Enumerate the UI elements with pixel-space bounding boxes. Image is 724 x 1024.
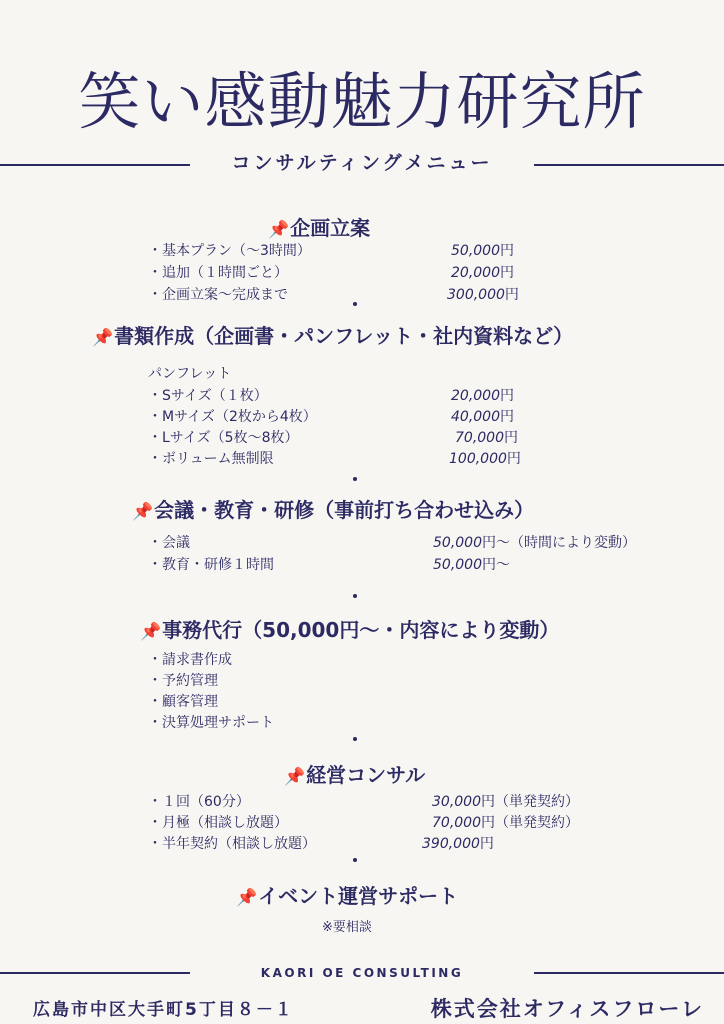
price: 50,000円	[451, 243, 514, 259]
price: 50,000円～（時間により変動）	[433, 535, 636, 551]
list-item: ・ボリューム無制限	[148, 451, 274, 467]
pushpin-icon: 📌	[284, 767, 306, 787]
footer-divider-right	[534, 972, 724, 974]
menu-subtitle: コンサルティングメニュー	[231, 152, 493, 174]
price: 20,000円	[451, 265, 514, 281]
footer-divider-left	[0, 972, 190, 974]
price: 100,000円	[449, 451, 521, 467]
section-heading-office-work: 📌事務代行（50,000円～・内容により変動）	[140, 618, 560, 642]
price: 70,000円（単発契約）	[432, 815, 579, 831]
list-item: ・企画立案～完成まで	[148, 287, 288, 303]
company-name: 株式会社オフィスフローレ	[430, 997, 704, 1021]
separator-dot	[353, 737, 357, 741]
list-item: ・会議	[148, 535, 190, 551]
section-heading-planning: 📌企画立案	[268, 216, 371, 240]
list-item: ・半年契約（相談し放題）	[148, 836, 316, 852]
pushpin-icon: 📌	[236, 888, 258, 908]
pushpin-icon: 📌	[268, 220, 290, 240]
page-title: 笑い感動魅力研究所	[78, 65, 646, 138]
list-item: ・月極（相談し放題）	[148, 815, 288, 831]
address: 広島市中区大手町5丁目８－１	[33, 1000, 294, 1020]
section-heading-documents: 📌書類作成（企画書・パンフレット・社内資料など）	[92, 324, 574, 348]
list-item: ・Lサイズ（5枚～8枚）	[148, 430, 299, 446]
list-item: ・教育・研修１時間	[148, 557, 274, 573]
pushpin-icon: 📌	[140, 622, 162, 642]
pushpin-icon: 📌	[132, 502, 154, 522]
list-item: ・Mサイズ（2枚から4枚）	[148, 409, 317, 425]
separator-dot	[353, 594, 357, 598]
brand-name: KAORI OE CONSULTING	[260, 966, 464, 980]
price: 40,000円	[451, 409, 514, 425]
pushpin-icon: 📌	[92, 328, 114, 348]
list-item: ・Sサイズ（１枚）	[148, 388, 268, 404]
group-label: パンフレット	[148, 366, 232, 382]
list-item: ・顧客管理	[148, 694, 218, 710]
price: 20,000円	[451, 388, 514, 404]
price: 300,000円	[447, 287, 519, 303]
list-item: ・決算処理サポート	[148, 715, 274, 731]
list-item: ・予約管理	[148, 673, 218, 689]
section-heading-events: 📌イベント運営サポート	[236, 884, 459, 908]
price: 50,000円～	[433, 557, 510, 573]
section-heading-meetings: 📌会議・教育・研修（事前打ち合わせ込み）	[132, 498, 535, 522]
price: 70,000円	[455, 430, 518, 446]
divider-right	[534, 164, 724, 166]
price: 390,000円	[422, 836, 494, 852]
divider-left	[0, 164, 190, 166]
consult-note: ※要相談	[322, 920, 372, 935]
separator-dot	[353, 302, 357, 306]
separator-dot	[353, 477, 357, 481]
price: 30,000円（単発契約）	[432, 794, 579, 810]
separator-dot	[353, 858, 357, 862]
list-item: ・基本プラン（～3時間）	[148, 243, 311, 259]
list-item: ・請求書作成	[148, 652, 232, 668]
section-heading-management: 📌経営コンサル	[284, 763, 426, 787]
list-item: ・追加（１時間ごと）	[148, 265, 288, 281]
list-item: ・１回（60分）	[148, 794, 250, 810]
